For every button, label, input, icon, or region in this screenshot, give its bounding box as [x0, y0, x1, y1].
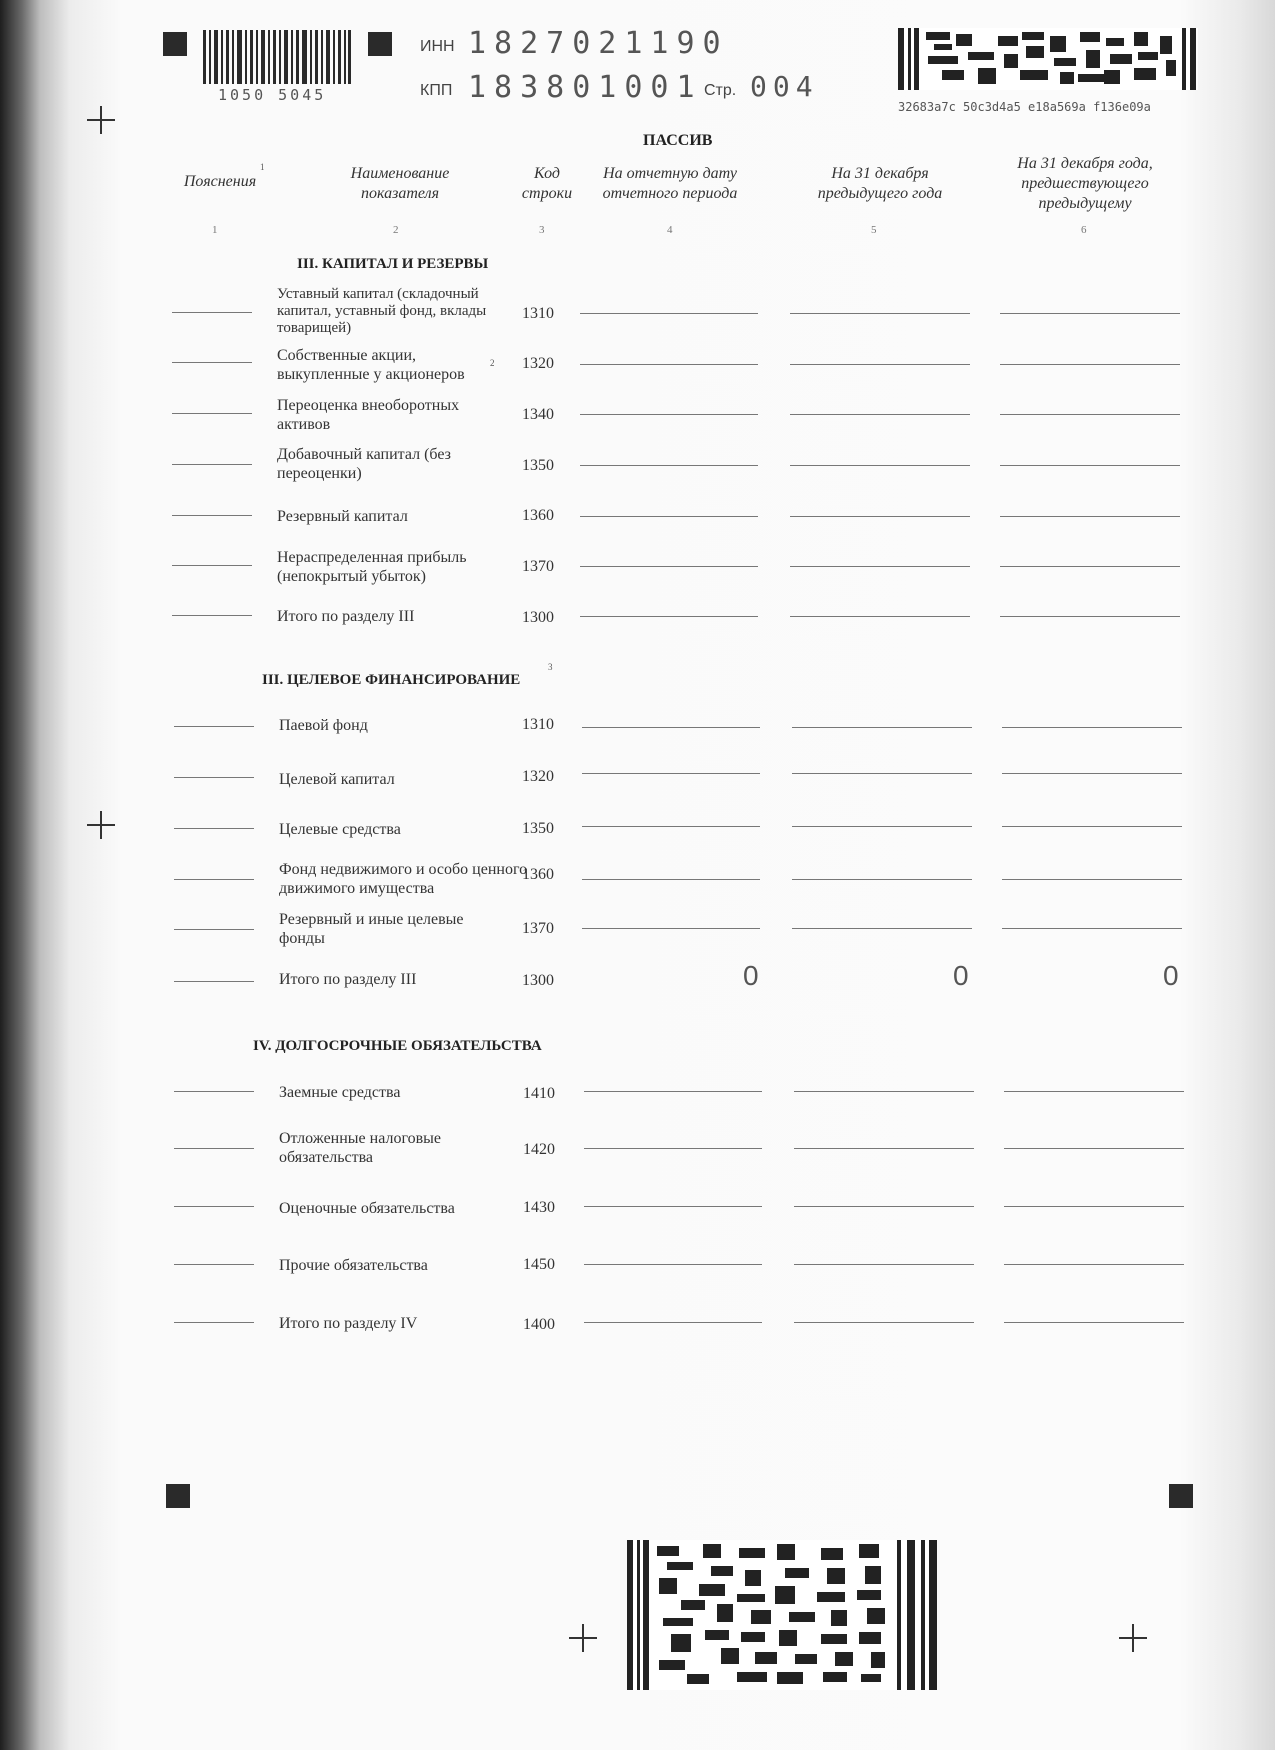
- line-notes: [174, 777, 254, 778]
- line-prev: [790, 364, 970, 365]
- line-prev: [790, 414, 970, 415]
- line-notes: [174, 1091, 254, 1092]
- inn-label: ИНН: [420, 38, 455, 55]
- line-prev: [794, 1091, 974, 1092]
- line-prev2: [1000, 313, 1180, 314]
- line-notes: [174, 1322, 254, 1323]
- row-code: 1370: [522, 920, 554, 937]
- line-prev: [794, 1148, 974, 1149]
- line-prev2: [1004, 1322, 1184, 1323]
- line-notes: [174, 726, 254, 727]
- col-header-notes: [170, 172, 270, 192]
- kpp-value: 183801001: [468, 70, 703, 105]
- row-code: 1430: [523, 1199, 555, 1216]
- line-notes: [172, 615, 252, 616]
- row-code: 1340: [522, 406, 554, 423]
- line-notes: [174, 981, 254, 982]
- col-number-2: 2: [393, 224, 399, 236]
- alignment-marker-top-mid: [368, 32, 392, 56]
- line-prev: [790, 566, 970, 567]
- line-prev: [790, 465, 970, 466]
- row-code: 1400: [523, 1316, 555, 1333]
- line-prev: [792, 879, 972, 880]
- section-heading-capital: III. КАПИТАЛ И РЕЗЕРВЫ: [297, 256, 489, 272]
- col-header-current: На отчетную дату отчетного периода: [602, 165, 738, 202]
- line-notes: [174, 1206, 254, 1207]
- line-notes: [172, 413, 252, 414]
- 2d-barcode-top: [898, 28, 1198, 90]
- line-prev: [790, 313, 970, 314]
- row-code: 1360: [522, 507, 554, 524]
- line-prev2: [1002, 826, 1182, 827]
- row-code: 1320: [522, 355, 554, 372]
- line-prev2: [1004, 1091, 1184, 1092]
- row-label: Заемные средства: [279, 1084, 401, 1101]
- line-notes: [172, 565, 252, 566]
- row-label: Уставный капитал (складочный капитал, уставный фонд, вклады товарищей): [277, 286, 487, 336]
- line-notes: [174, 879, 254, 880]
- row-label: Отложенные налоговые обязательства: [279, 1130, 442, 1166]
- crosshair-mark-bottom-right: [1119, 1624, 1147, 1652]
- row-code: 1320: [522, 768, 554, 785]
- row-code: 1360: [522, 866, 554, 883]
- col-number-5: 5: [871, 224, 877, 236]
- row-label: Паевой фонд: [279, 717, 368, 734]
- line-prev: [792, 773, 972, 774]
- row-label-sup: 2: [490, 358, 495, 368]
- row-code: 1300: [522, 609, 554, 626]
- line-current: [584, 1148, 762, 1149]
- row-label: Оценочные обязательства: [279, 1200, 455, 1217]
- row-label: Добавочный капитал (без переоценки): [277, 446, 451, 482]
- row-code: 1350: [522, 820, 554, 837]
- alignment-marker-bottom-right: [1169, 1484, 1193, 1508]
- col-number-3: 3: [539, 224, 545, 236]
- line-notes: [174, 929, 254, 930]
- alignment-marker-top-left: [163, 32, 187, 56]
- line-current: [584, 1322, 762, 1323]
- row-label: Собственные акции, выкупленные у акционеров: [277, 347, 465, 383]
- line-prev2: [1002, 928, 1182, 929]
- page-label: Стр.: [704, 82, 737, 99]
- alignment-marker-bottom-left: [166, 1484, 190, 1508]
- row-code: 1420: [523, 1141, 555, 1158]
- linear-barcode: [203, 30, 351, 84]
- line-prev2: [1000, 516, 1180, 517]
- row-code: 1450: [523, 1256, 555, 1273]
- line-prev: [794, 1206, 974, 1207]
- row-label: Итого по разделу III: [279, 971, 417, 988]
- row-label: Целевые средства: [279, 821, 401, 838]
- line-notes: [174, 828, 254, 829]
- row-code: 1300: [522, 972, 554, 989]
- line-current: [580, 616, 758, 617]
- line-prev: [792, 928, 972, 929]
- section-heading-long-term-liabilities: IV. ДОЛГОСРОЧНЫЕ ОБЯЗАТЕЛЬСТВА: [253, 1038, 542, 1054]
- kpp-label: КПП: [420, 82, 453, 99]
- line-prev2: [1000, 414, 1180, 415]
- value-prev: 0: [953, 960, 969, 991]
- line-current: [580, 566, 758, 567]
- line-current: [580, 414, 758, 415]
- line-prev: [794, 1264, 974, 1265]
- col-header-notes-text: Пояснения: [183, 173, 257, 190]
- line-current: [582, 879, 760, 880]
- line-prev: [794, 1322, 974, 1323]
- line-current: [580, 516, 758, 517]
- line-prev2: [1000, 465, 1180, 466]
- col-header-prev: На 31 декабря предыдущего года: [817, 165, 943, 202]
- line-prev: [792, 826, 972, 827]
- line-prev: [792, 727, 972, 728]
- crosshair-mark-mid-left: [87, 811, 115, 839]
- crosshair-mark-top-left: [87, 106, 115, 134]
- line-notes: [174, 1148, 254, 1149]
- row-code: 1370: [522, 558, 554, 575]
- line-prev2: [1002, 773, 1182, 774]
- row-label: Фонд недвижимого и особо ценного движимого имущества: [279, 861, 528, 897]
- line-current: [584, 1264, 762, 1265]
- line-current: [580, 364, 758, 365]
- col-number-1: 1: [212, 224, 218, 236]
- line-current: [584, 1206, 762, 1207]
- col-number-4: 4: [667, 224, 673, 236]
- line-prev2: [1000, 364, 1180, 365]
- col-header-name: Наименование показателя: [350, 165, 450, 202]
- row-code: 1350: [522, 457, 554, 474]
- line-current: [582, 773, 760, 774]
- barcode-number: 1050 5045: [218, 86, 327, 104]
- col-number-6: 6: [1081, 224, 1087, 236]
- row-label: Переоценка внеоборотных активов: [277, 397, 460, 433]
- row-label: Целевой капитал: [279, 771, 395, 788]
- page-number: 004: [750, 70, 819, 103]
- line-prev2: [1002, 727, 1182, 728]
- line-notes: [172, 464, 252, 465]
- row-label: Итого по разделу IV: [279, 1315, 418, 1332]
- line-notes: [172, 312, 252, 313]
- row-code: 1410: [523, 1085, 555, 1102]
- row-label: Нераспределенная прибыль (непокрытый убыток): [277, 549, 467, 585]
- col-header-prev2: На 31 декабря года, предшествующего предыдущему: [1017, 155, 1153, 212]
- row-label: Итого по разделу III: [277, 608, 415, 625]
- line-prev2: [1000, 566, 1180, 567]
- row-label: Резервный и иные целевые фонды: [279, 911, 464, 947]
- line-prev: [790, 616, 970, 617]
- line-prev: [790, 516, 970, 517]
- line-current: [582, 727, 760, 728]
- row-label: Прочие обязательства: [279, 1257, 428, 1274]
- line-current: [580, 465, 758, 466]
- line-notes: [172, 362, 252, 363]
- hash-code: 32683a7c 50c3d4a5 e18a569a f136e09a: [898, 100, 1151, 114]
- row-code: 1310: [522, 716, 554, 733]
- crosshair-mark-bottom-mid: [569, 1624, 597, 1652]
- value-current: 0: [743, 960, 759, 991]
- value-prev2: 0: [1163, 960, 1179, 991]
- line-current: [582, 826, 760, 827]
- line-prev2: [1004, 1148, 1184, 1149]
- line-prev2: [1002, 879, 1182, 880]
- 2d-barcode-bottom: [627, 1540, 937, 1690]
- line-prev2: [1004, 1206, 1184, 1207]
- page-title: ПАССИВ: [643, 132, 713, 149]
- row-label: Резервный капитал: [277, 508, 408, 525]
- line-prev2: [1000, 616, 1180, 617]
- line-prev2: [1004, 1264, 1184, 1265]
- line-current: [584, 1091, 762, 1092]
- line-current: [580, 313, 758, 314]
- col-header-notes-sup: 1: [260, 162, 265, 172]
- line-notes: [172, 515, 252, 516]
- col-header-code: Код строки: [521, 165, 573, 202]
- line-current: [582, 928, 760, 929]
- section-heading-target-financing: III. ЦЕЛЕВОЕ ФИНАНСИРОВАНИЕ: [262, 672, 521, 688]
- line-notes: [174, 1264, 254, 1265]
- section-heading-sup: 3: [548, 662, 553, 672]
- inn-value: 1827021190: [468, 26, 729, 61]
- row-code: 1310: [522, 305, 554, 322]
